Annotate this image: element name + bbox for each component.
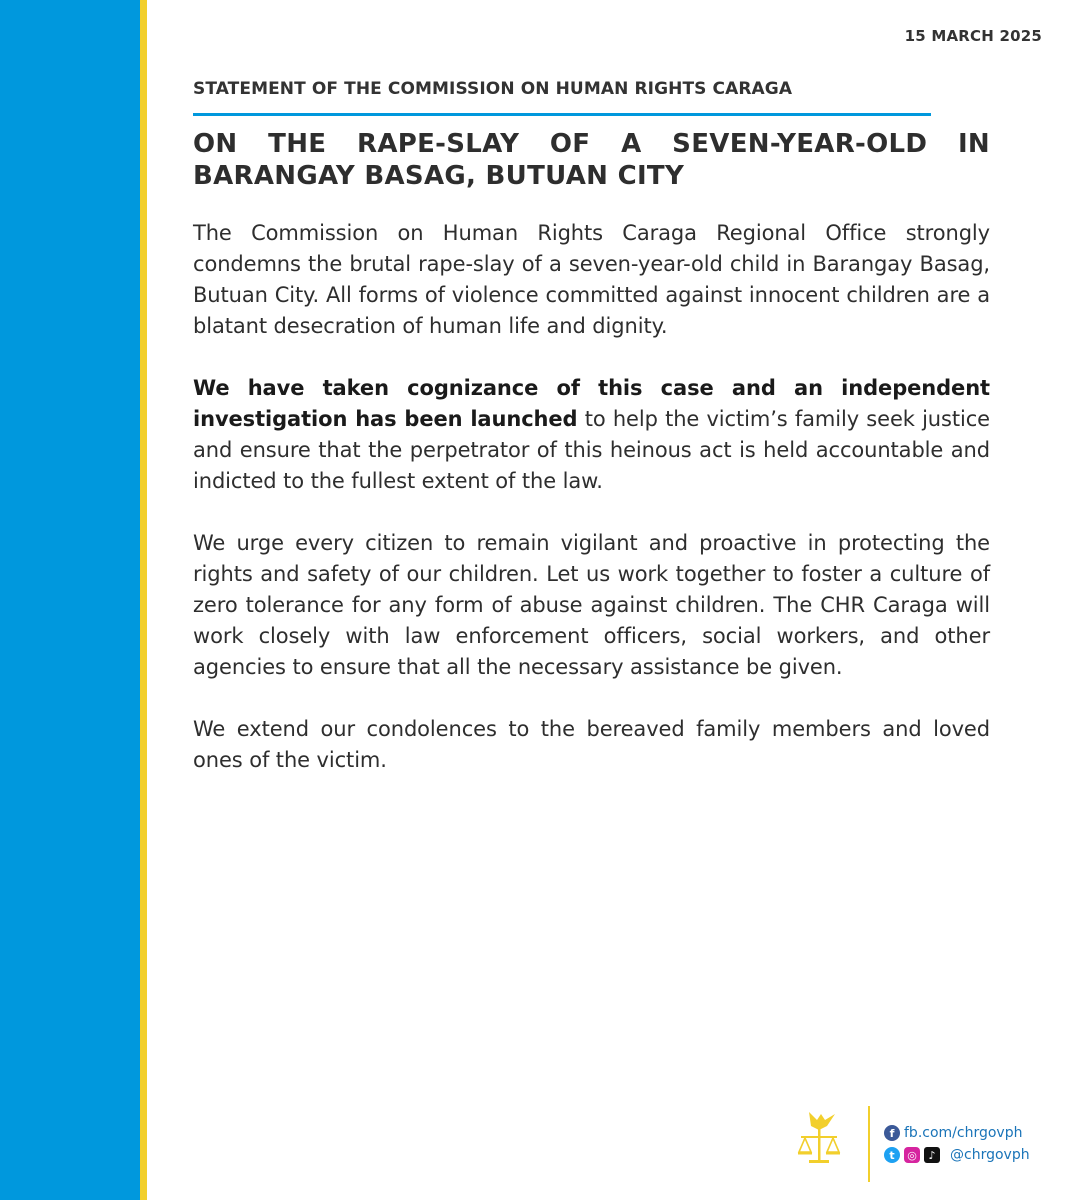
facebook-url[interactable]: fb.com/chrgovph: [904, 1125, 1023, 1141]
paragraph-2: [193, 373, 990, 497]
instagram-icon: ◎: [904, 1147, 920, 1163]
social-handle[interactable]: @chrgovph: [950, 1147, 1030, 1163]
chr-scales-logo-icon: [795, 1108, 843, 1168]
footer-divider: [868, 1106, 870, 1182]
social-handle-row[interactable]: [884, 1147, 1030, 1163]
facebook-link-row[interactable]: [884, 1125, 1022, 1141]
statement-body: [193, 78, 990, 776]
paragraph-2-bold: We have taken cognizance of this case and an independent investigation has been launched: [193, 376, 990, 431]
statement-headline: ON THE RAPE-SLAY OF A SEVEN-YEAR-OLD IN BARANGAY BASAG, BUTUAN CITY: [193, 129, 990, 191]
paragraph-2-rest: to help the victim’s family seek justice and ensure that the perpetrator of this heinous act is held accountable and indicted to the fullest extent of the law.: [193, 407, 990, 493]
statement-date: 15 MARCH 2025: [904, 27, 1042, 45]
twitter-icon: t: [884, 1147, 900, 1163]
paragraph-1: The Commission on Human Rights Caraga Regional Office strongly condemns the brutal rape-slay of a seven-year-old child in Barangay Basag, Butuan City. All forms of violence committed against innocent children are a blatant desecration of human life and dignity.: [193, 221, 990, 338]
tiktok-icon: ♪: [924, 1147, 940, 1163]
left-yellow-stripe: [140, 0, 147, 1200]
facebook-icon: f: [884, 1125, 900, 1141]
left-blue-bar: [0, 0, 140, 1200]
paragraph-4: We extend our condolences to the bereaved family members and loved ones of the victim.: [193, 717, 990, 772]
paragraph-3: We urge every citizen to remain vigilant and proactive in protecting the rights and safety of our children. Let us work together to foster a culture of zero tolerance for any form of abuse against children. The CHR Caraga will work closely with law enforcement officers, social workers, and other agencies to ensure that all the necessary assistance be given.: [193, 531, 990, 679]
title-rule: [193, 113, 931, 116]
statement-kicker: STATEMENT OF THE COMMISSION ON HUMAN RIGHTS CARAGA: [193, 79, 793, 99]
